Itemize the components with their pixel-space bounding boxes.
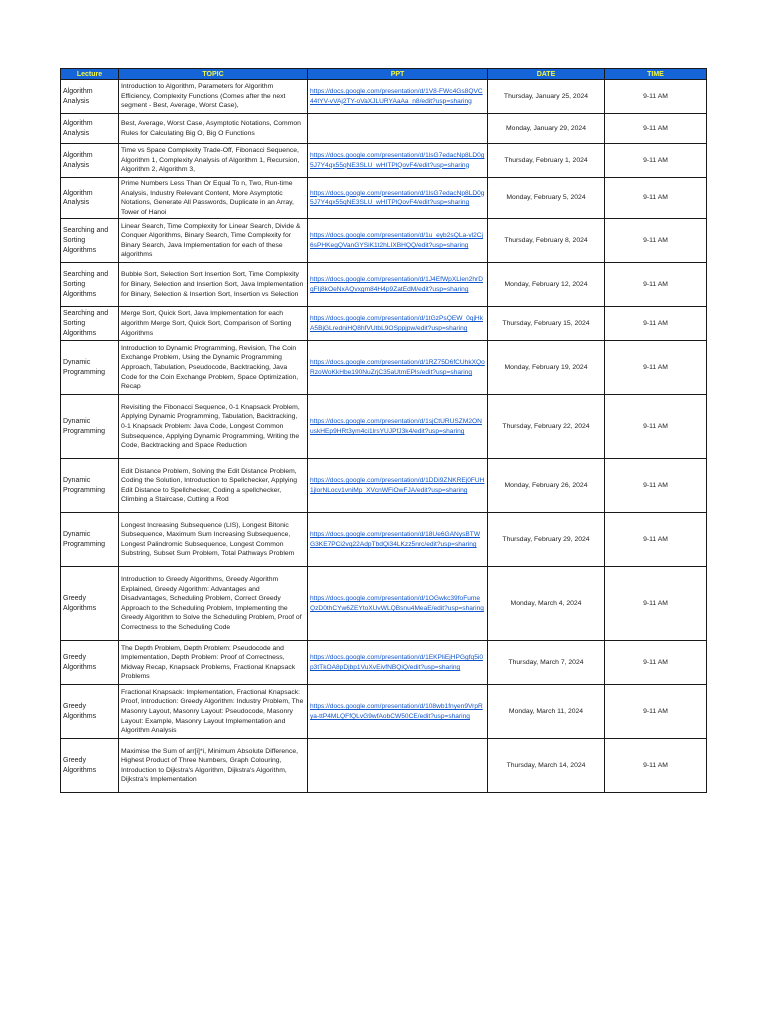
ppt-cell	[308, 263, 488, 307]
lecture-cell: Searching and Sorting Algorithms	[61, 263, 119, 307]
lecture-cell: Greedy Algorithms	[61, 567, 119, 641]
topic-cell: Revisiting the Fibonacci Sequence, 0-1 Knapsack Problem, Applying Dynamic Programming, Tabulation, Backtracking, 0-1 Knapsack Problem: Java Code, Longest Common Subsequence, Applying Dynamic Programming, Writing the Code, Backtracking and Space Reduction	[119, 395, 308, 459]
ppt-link[interactable]: https://docs.google.com/presentation/d/1sjCtURUSZM2ONuskHEp9HRt3ym4ci1lrsYUJPfJ3k4/edit?usp=sharing	[310, 418, 482, 435]
topic-cell: Fractional Knapsack: Implementation, Fractional Knapsack: Proof, Introduction: Greedy Algorithm: Industry Problem, The Masonry Layout, Masonry Layout: Pseudocode, Masonry Layout: Example, Masonry Layout Implementation and Algorithm Analysis	[119, 685, 308, 739]
lecture-cell: Greedy Algorithms	[61, 739, 119, 793]
topic-cell: Prime Numbers Less Than Or Equal To n, Two, Run-time Analysis, Industry Relevant Content, More Asymptotic Notations, Generate All Passwords, Duplicate in an Array, Tower of Hanoi	[119, 178, 308, 219]
table-row	[61, 114, 707, 144]
time-cell: 9-11 AM	[605, 341, 707, 395]
lecture-cell: Dynamic Programming	[61, 459, 119, 513]
table-row	[61, 178, 707, 219]
ppt-cell	[308, 80, 488, 114]
table-row	[61, 459, 707, 513]
topic-cell: Edit Distance Problem, Solving the Edit Distance Problem, Coding the Solution, Introduction to Spellchecker, Applying Edit Distance to Spellchecker, Coding a spellchecker, Climbing a Staircase, Cutting a Rod	[119, 459, 308, 513]
date-cell: Thursday, January 25, 2024	[488, 80, 605, 114]
topic-cell: Maximise the Sum of arr[i]*i, Minimum Absolute Difference, Highest Product of Three Numbers, Graph Colouring, Introduction to Dijkstra's Algorithm, Dijkstra's Algorithm, Dijkstra's Implementation	[119, 739, 308, 793]
time-cell: 9-11 AM	[605, 567, 707, 641]
ppt-cell	[308, 178, 488, 219]
topic-cell: Introduction to Dynamic Programming, Revision, The Coin Exchange Problem, Using the Dynamic Programming Approach, Tabulation, Pseudocode, Backtracking, Java Code for the Coin Exchange Problem, Space Optimization, Recap	[119, 341, 308, 395]
ppt-cell	[308, 739, 488, 793]
topic-cell: Time vs Space Complexity Trade-Off, Fibonacci Sequence, Algorithm 1, Complexity Analysis of Algorithm 1, Recursion, Algorithm 2, Algorithm 3,	[119, 144, 308, 178]
lecture-cell: Algorithm Analysis	[61, 114, 119, 144]
ppt-link[interactable]: https://docs.google.com/presentation/d/1RZ75D6fCUhkXQoRzoWoKkHbe190NuZrjC35aUtmEPls/edit?usp=sharing	[310, 359, 485, 376]
date-cell: Monday, March 4, 2024	[488, 567, 605, 641]
ppt-link[interactable]: https://docs.google.com/presentation/d/1V8-FWc4Gs8QVC44tYV-vVAj2TY-oVaXJLURYAaAa_n8/edit?usp=sharing	[310, 87, 483, 105]
date-cell: Monday, March 11, 2024	[488, 685, 605, 739]
ppt-cell	[308, 114, 488, 144]
table-row	[61, 513, 707, 567]
table-row	[61, 80, 707, 114]
time-cell: 9-11 AM	[605, 307, 707, 341]
lecture-cell: Algorithm Analysis	[61, 178, 119, 219]
lecture-cell: Algorithm Analysis	[61, 144, 119, 178]
time-cell: 9-11 AM	[605, 80, 707, 114]
lecture-cell: Searching and Sorting Algorithms	[61, 219, 119, 263]
date-cell: Thursday, February 22, 2024	[488, 395, 605, 459]
time-cell: 9-11 AM	[605, 144, 707, 178]
time-cell: 9-11 AM	[605, 219, 707, 263]
time-cell: 9-11 AM	[605, 641, 707, 685]
header-topic: TOPIC	[119, 69, 308, 80]
date-cell: Thursday, February 1, 2024	[488, 144, 605, 178]
ppt-cell	[308, 144, 488, 178]
time-cell: 9-11 AM	[605, 739, 707, 793]
ppt-cell	[308, 395, 488, 459]
table-row	[61, 641, 707, 685]
topic-cell: Linear Search, Time Complexity for Linear Search, Divide & Conquer Algorithms, Binary Search, Time Complexity for Binary Search, Java Implementation for each of these algorithms	[119, 219, 308, 263]
table-row	[61, 739, 707, 793]
date-cell: Thursday, March 14, 2024	[488, 739, 605, 793]
time-cell: 9-11 AM	[605, 178, 707, 219]
header-row	[61, 69, 707, 80]
ppt-cell	[308, 685, 488, 739]
lecture-cell: Dynamic Programming	[61, 395, 119, 459]
date-cell: Monday, February 19, 2024	[488, 341, 605, 395]
time-cell: 9-11 AM	[605, 263, 707, 307]
ppt-link[interactable]: https://docs.google.com/presentation/d/1J4EfWpXLlen2hrDqFIj8kOeNxAQvxgm84H4p9ZatEdM/edit?usp=sharing	[310, 276, 484, 293]
table-row	[61, 263, 707, 307]
lecture-cell: Algorithm Analysis	[61, 80, 119, 114]
topic-cell: Merge Sort, Quick Sort, Java Implementation for each algorithm Merge Sort, Quick Sort, Comparison of Sorting Algorithms	[119, 307, 308, 341]
ppt-link[interactable]: https://docs.google.com/presentation/d/18Ue6GANysBTWG3KE7PCi2vq22AdpTbdQi34LKzz5nrc/edit?usp=sharing	[310, 531, 481, 548]
ppt-link[interactable]: https://docs.google.com/presentation/d/1lsG7edacNp8LD0g5J7Y4qx55qNE3SLU_wHITPlQovF4/edit?usp=sharing	[310, 189, 485, 207]
table-row	[61, 685, 707, 739]
ppt-cell	[308, 219, 488, 263]
ppt-cell	[308, 513, 488, 567]
time-cell: 9-11 AM	[605, 459, 707, 513]
ppt-link[interactable]: https://docs.google.com/presentation/d/1lsG7edacNp8LD0g5J7Y4qx55qNE3SLU_wHITPlQovF4/edit?usp=sharing	[310, 151, 485, 169]
table-row	[61, 219, 707, 263]
topic-cell: Bubble Sort, Selection Sort Insertion Sort, Time Complexity for Binary, Selection and Insertion Sort, Java Implementation for Binary, Selection & Insertion Sort, Insertion vs Selection	[119, 263, 308, 307]
date-cell: Thursday, February 29, 2024	[488, 513, 605, 567]
topic-cell: Best, Average, Worst Case, Asymptotic Notations, Common Rules for Calculating Big O, Big O Functions	[119, 114, 308, 144]
lecture-cell: Greedy Algorithms	[61, 641, 119, 685]
topic-cell: Introduction to Algorithm, Parameters for Algorithm Efficiency, Complexity Functions (Comes after the next segment - Best, Average, Worst Case),	[119, 80, 308, 114]
time-cell: 9-11 AM	[605, 395, 707, 459]
time-cell: 9-11 AM	[605, 114, 707, 144]
topic-cell: Longest Increasing Subsequence (LIS), Longest Bitonic Subsequence, Maximum Sum Increasing Subsequence, Longest Palindromic Subsequence, Longest Common Substring, Subset Sum Problem, Total Pathways Problem	[119, 513, 308, 567]
ppt-link[interactable]: https://docs.google.com/presentation/d/1DDi9ZNKREj0FUH1jlorNLocv1vniMp_XVcnWFiOwFJA/edit?usp=sharing	[310, 477, 485, 494]
header-time: TIME	[605, 69, 707, 80]
date-cell: Monday, January 29, 2024	[488, 114, 605, 144]
table-row	[61, 567, 707, 641]
ppt-link[interactable]: https://docs.google.com/presentation/d/1u_eyb2sQLa-vl2Cj6sPHKegQVanGYSiK1t2hLIXBHQQ/edit?usp=sharing	[310, 232, 484, 249]
ppt-link[interactable]: https://docs.google.com/presentation/d/1OGwkc39foFumeQzD0thCYw6ZEYtoXUvWLQBsnu4MeaE/edit?usp=sharing	[310, 595, 484, 612]
lecture-cell: Dynamic Programming	[61, 341, 119, 395]
lecture-cell: Dynamic Programming	[61, 513, 119, 567]
time-cell: 9-11 AM	[605, 513, 707, 567]
topic-cell: Introduction to Greedy Algorithms, Greedy Algorithm Explained, Greedy Algorithm: Advantages and Disadvantages, Scheduling Problem, Correct Greedy Approach to the Scheduling Problem, Implementing the Greedy Algorithm to Solve the Scheduling Problem, Proof of Correctness to the Scheduling Code	[119, 567, 308, 641]
ppt-cell	[308, 567, 488, 641]
lecture-cell: Searching and Sorting Algorithms	[61, 307, 119, 341]
time-cell: 9-11 AM	[605, 685, 707, 739]
date-cell: Monday, February 26, 2024	[488, 459, 605, 513]
table-row	[61, 144, 707, 178]
header-ppt: PPT	[308, 69, 488, 80]
date-cell: Monday, February 5, 2024	[488, 178, 605, 219]
ppt-cell	[308, 641, 488, 685]
table-row	[61, 307, 707, 341]
ppt-cell	[308, 307, 488, 341]
topic-cell: The Depth Problem, Depth Problem: Pseudocode and Implementation, Depth Problem: Proof of Correctness, Midway Recap, Knapsack Problems, Fractional Knapsack Problems	[119, 641, 308, 685]
date-cell: Thursday, February 15, 2024	[488, 307, 605, 341]
ppt-cell	[308, 459, 488, 513]
ppt-link[interactable]: https://docs.google.com/presentation/d/108wb1fnyen9VrpRya-ttP4MLQFfQLvG9wfAobCW50CE/edit?usp=sharing	[310, 703, 483, 720]
ppt-cell	[308, 341, 488, 395]
table-row	[61, 395, 707, 459]
header-lecture: Lecture	[61, 69, 119, 80]
lecture-cell: Greedy Algorithms	[61, 685, 119, 739]
table-row	[61, 341, 707, 395]
table-body	[61, 80, 707, 793]
date-cell: Thursday, March 7, 2024	[488, 641, 605, 685]
date-cell: Thursday, February 8, 2024	[488, 219, 605, 263]
ppt-link[interactable]: https://docs.google.com/presentation/d/1EKPliEjHPGgfq5i0p3tTkOA8pDjbp1VuXvEivfNBQiQ/edit?usp=sharing	[310, 654, 484, 671]
schedule-table	[60, 68, 707, 793]
ppt-link[interactable]: https://docs.google.com/presentation/d/1tGzPsQEW_0qjHkA5BjGLredniHQ8hfVUtbL9OSppjpw/edit?usp=sharing	[310, 315, 483, 332]
header-date: DATE	[488, 69, 605, 80]
date-cell: Monday, February 12, 2024	[488, 263, 605, 307]
